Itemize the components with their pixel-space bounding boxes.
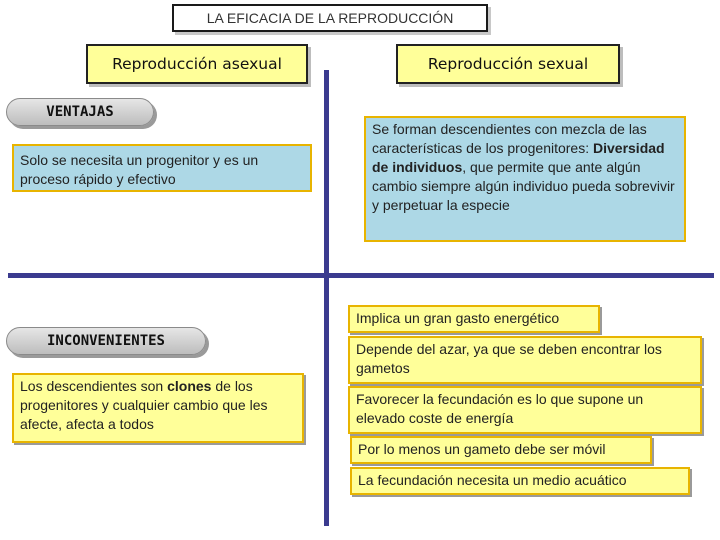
- vertical-divider: [324, 70, 329, 526]
- sexual-disadvantage-box: Implica un gran gasto energético: [348, 305, 600, 333]
- asexual-disadvantage-bold: clones: [167, 378, 212, 394]
- horizontal-divider: [8, 273, 714, 278]
- sexual-advantage-bold: Diversidad de individuos: [372, 140, 665, 175]
- sexual-disadvantage-box: Por lo menos un gameto debe ser móvil: [350, 436, 652, 464]
- asexual-disadvantage-text-1: Los descendientes son: [20, 378, 168, 394]
- sexual-advantage-box: [364, 116, 686, 242]
- asexual-header: Reproducción asexual: [86, 44, 308, 84]
- asexual-advantage-box: Solo se necesita un progenitor y es un proceso rápido y efectivo: [12, 144, 312, 192]
- sexual-header: Reproducción sexual: [396, 44, 620, 84]
- diagram-title: LA EFICACIA DE LA REPRODUCCIÓN: [172, 4, 488, 32]
- asexual-disadvantage-box: [12, 373, 304, 443]
- sexual-disadvantage-box: Favorecer la fecundación es lo que supone un elevado coste de energía: [348, 386, 702, 434]
- inconvenientes-label: INCONVENIENTES: [6, 327, 206, 355]
- ventajas-label: VENTAJAS: [6, 98, 154, 126]
- sexual-advantage-text-1: Se forman descendientes con mezcla de las características de los progenitores:: [372, 121, 647, 156]
- asexual-disadvantage-text-2: de los progenitores y cualquier cambio que les afecte, afecta a todos: [20, 378, 268, 432]
- sexual-disadvantage-box: Depende del azar, ya que se deben encontrar los gametos: [348, 336, 702, 384]
- sexual-advantage-text-2: , que permite que ante algún cambio siempre algún individuo pueda sobrevivir y perpetuar la especie: [372, 159, 675, 213]
- sexual-disadvantage-box: La fecundación necesita un medio acuático: [350, 467, 690, 495]
